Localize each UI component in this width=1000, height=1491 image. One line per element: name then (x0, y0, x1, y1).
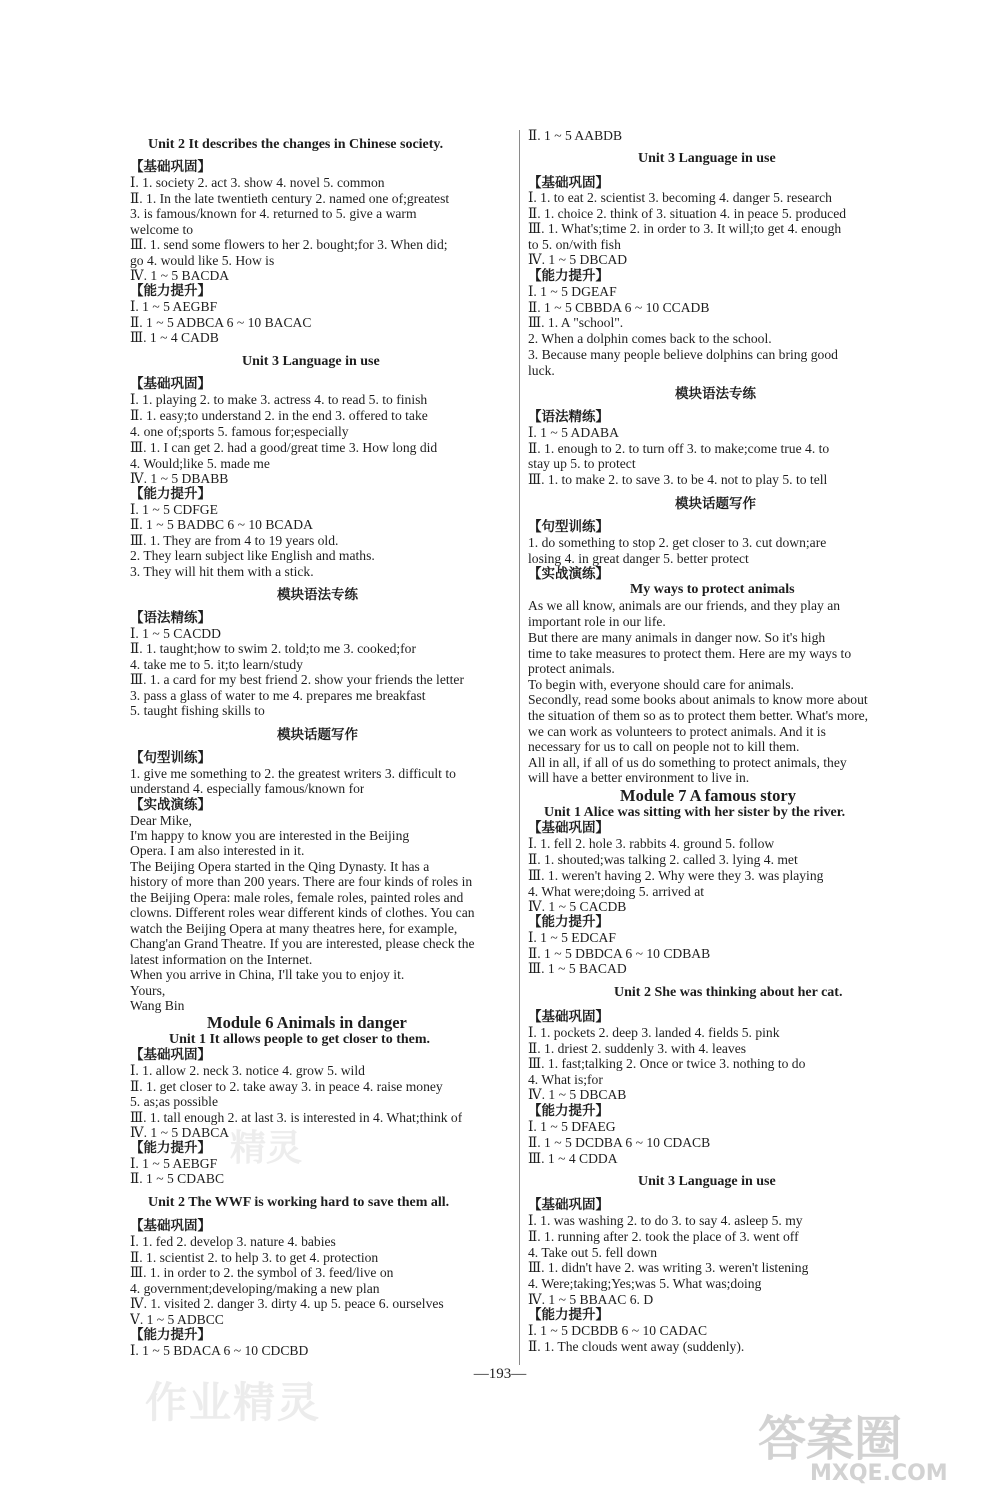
watermark-text: 作业精灵 (145, 1378, 322, 1427)
answer-line: Ⅳ. 1 ~ 5 DBCAB (528, 1087, 627, 1102)
answer-line: Ⅰ. 1 ~ 5 DCBDB 6 ~ 10 CADAC (528, 1323, 708, 1338)
answer-line: 4. What were;doing 5. arrived at (528, 884, 705, 899)
section-title: 模块语法专练 (277, 587, 358, 602)
answer-line: Ⅳ. 1 ~ 5 BACDA (130, 268, 230, 283)
watermark-text: 精灵 (230, 1128, 303, 1169)
essay-line: protect animals. (528, 661, 615, 676)
answer-line: Ⅲ. 1. to make 2. to save 3. to be 4. not to play 5. to tell (528, 472, 828, 487)
answer-line: Ⅲ. 1. What's;time 2. in order to 3. It will;to get 4. enough (528, 221, 842, 236)
essay-line: history of more than 200 years. There are four kinds of roles in (130, 874, 473, 889)
essay-line: To begin with, everyone should care for animals. (528, 677, 794, 692)
answer-line: 4. Were;taking;Yes;was 5. What was;doing (528, 1276, 762, 1291)
answer-line: Ⅰ. 1 ~ 5 DFAEG (528, 1119, 616, 1134)
essay-line: The Beijing Opera started in the Qing Dynasty. It has a (130, 859, 430, 874)
essay-line: clowns. Different roles wear different kinds of clothes. You can (130, 905, 475, 920)
section-label: 【基础巩固】 (528, 820, 609, 835)
essay-line: necessary for us to call on people not to kill them. (528, 739, 800, 754)
essay-line: Opera. I am also interested in it. (130, 843, 305, 858)
essay-line: important role in our life. (528, 614, 666, 629)
answer-line: Ⅳ. 1 ~ 5 DABCA (130, 1125, 230, 1140)
section-label: 【能力提升】 (528, 1103, 609, 1118)
answer-line: Ⅱ. 1 ~ 5 DCDBA 6 ~ 10 CDACB (528, 1135, 711, 1150)
section-label: 【语法精练】 (130, 610, 211, 625)
answer-line: 4. What is;for (528, 1072, 603, 1087)
answer-line: Ⅰ. 1. society 2. act 3. show 4. novel 5. common (130, 175, 385, 190)
section-label: 【实战演练】 (130, 797, 211, 812)
answer-line: 4. take me to 5. it;to learn/study (130, 657, 303, 672)
essay-line: But there are many animals in danger now. So it's high (528, 630, 826, 645)
section-label: 【基础巩固】 (528, 175, 609, 190)
answer-line: stay up 5. to protect (528, 456, 636, 471)
section-label: 【能力提升】 (130, 1140, 211, 1155)
answer-line: Ⅱ. 1. In the late twentieth century 2. named one of;greatest (130, 191, 450, 206)
answer-line: Ⅰ. 1 ~ 5 BDACA 6 ~ 10 CDCBD (130, 1343, 309, 1358)
section-label: 【能力提升】 (528, 1307, 609, 1322)
answer-line: Ⅰ. 1. was washing 2. to do 3. to say 4. asleep 5. my (528, 1213, 803, 1228)
section-title: 模块话题写作 (675, 496, 756, 511)
answer-line: Ⅱ. 1 ~ 5 BADBC 6 ~ 10 BCADA (130, 517, 313, 532)
answer-line: Ⅰ. 1 ~ 5 AEGBF (130, 299, 218, 314)
brand-logo-cn: 答案圈 (758, 1411, 903, 1467)
essay-line: watch the Beijing Opera at many theatres here, for example, (130, 921, 458, 936)
section-label: 【基础巩固】 (130, 1218, 211, 1233)
answer-line: Ⅰ. 1 ~ 5 EDCAF (528, 930, 616, 945)
section-label: 【能力提升】 (130, 486, 211, 501)
answer-line: Ⅲ. 1 ~ 4 CADB (130, 330, 219, 345)
section-label: 【句型训练】 (130, 750, 211, 765)
answer-line: Ⅰ. 1. to eat 2. scientist 3. becoming 4. danger 5. research (528, 190, 832, 205)
answer-line: 4. Take out 5. fell down (528, 1245, 658, 1260)
unit-heading: Unit 2 She was thinking about her cat. (614, 985, 843, 1000)
essay-line: Chang'an Grand Theatre. If you are interested, please check the (130, 936, 475, 951)
answer-line: Ⅲ. 1. a card for my best friend 2. show your friends the letter (130, 672, 464, 687)
answer-line: Ⅱ. 1. enough to 2. to turn off 3. to make;come true 4. to (528, 441, 830, 456)
answer-line: Ⅰ. 1 ~ 5 AEBGF (130, 1156, 218, 1171)
answer-line: 4. Would;like 5. made me (130, 456, 270, 471)
essay-line: will have a better environment to live in. (528, 770, 750, 785)
answer-line: 3. They will hit them with a stick. (130, 564, 314, 579)
answer-line: Ⅰ. 1 ~ 5 DGEAF (528, 284, 617, 299)
answer-line: 1. do something to stop 2. get closer to 3. cut down;are (528, 535, 827, 550)
unit-heading: Unit 3 Language in use (638, 1174, 776, 1189)
section-title: 模块语法专练 (675, 386, 756, 401)
answer-line: 5. as;as possible (130, 1094, 218, 1109)
answer-line: 3. Because many people believe dolphins can bring good (528, 347, 838, 362)
answer-line: Ⅳ. 1. visited 2. danger 3. dirty 4. up 5. peace 6. ourselves (130, 1296, 444, 1311)
column-divider (519, 130, 520, 1365)
answer-line: Ⅰ. 1. fed 2. develop 3. nature 4. babies (130, 1234, 336, 1249)
answer-line: Ⅰ. 1. allow 2. neck 3. notice 4. grow 5. wild (130, 1063, 365, 1078)
essay-line: latest information on the Internet. (130, 952, 313, 967)
answer-line: 2. They learn subject like English and maths. (130, 548, 375, 563)
answer-line: Ⅰ. 1 ~ 5 CDFGE (130, 502, 218, 517)
answer-line: Ⅱ. 1. easy;to understand 2. in the end 3. offered to take (130, 408, 428, 423)
answer-line: 5. taught fishing skills to (130, 703, 265, 718)
answer-line: Ⅱ. 1. scientist 2. to help 3. to get 4. protection (130, 1250, 379, 1265)
answer-line: Ⅲ. 1. fast;talking 2. Once or twice 3. nothing to do (528, 1056, 806, 1071)
answer-line: Ⅱ. 1. get closer to 2. take away 3. in peace 4. raise money (130, 1079, 443, 1094)
answer-line: Ⅱ. 1. The clouds went away (suddenly). (528, 1339, 745, 1354)
answer-line: Ⅲ. 1. weren't having 2. Why were they 3. was playing (528, 868, 824, 883)
essay-line: Secondly, read some books about animals to know more about (528, 692, 868, 707)
unit-heading: Unit 3 Language in use (638, 151, 776, 166)
section-label: 【能力提升】 (528, 268, 609, 283)
answer-line: Ⅱ. 1 ~ 5 DBDCA 6 ~ 10 CDBAB (528, 946, 711, 961)
answer-line: Ⅲ. 1. didn't have 2. was writing 3. weren't listening (528, 1260, 809, 1275)
section-label: 【基础巩固】 (528, 1009, 609, 1024)
essay-line: All in all, if all of us do something to protect animals, they (528, 755, 847, 770)
section-label: 【基础巩固】 (130, 159, 211, 174)
answer-line: Ⅱ. 1. running after 2. took the place of 3. went off (528, 1229, 799, 1244)
answer-line: Ⅱ. 1. taught;how to swim 2. told;to me 3. cooked;for (130, 641, 416, 656)
answer-line: luck. (528, 363, 555, 378)
section-label: 【基础巩固】 (528, 1197, 609, 1212)
answer-line: Ⅲ. 1. in order to 2. the symbol of 3. feed/live on (130, 1265, 394, 1280)
answer-line: to 5. on/with fish (528, 237, 621, 252)
answer-line: Ⅳ. 1 ~ 5 BBAAC 6. D (528, 1292, 654, 1307)
answer-line: Ⅱ. 1 ~ 5 CDABC (130, 1171, 225, 1186)
answer-line: Ⅱ. 1. driest 2. suddenly 3. with 4. leaves (528, 1041, 747, 1056)
essay-line: time to take measures to protect them. Here are my ways to (528, 646, 852, 661)
section-label: 【能力提升】 (130, 1327, 211, 1342)
answer-line: Ⅴ. 1 ~ 5 ADBCC (130, 1312, 224, 1327)
unit-heading: Unit 3 Language in use (242, 354, 380, 369)
answer-line: Ⅱ. 1. shouted;was talking 2. called 3. lying 4. met (528, 852, 798, 867)
module-title: Module 7 A famous story (620, 786, 797, 805)
answer-line: Ⅱ. 1 ~ 5 CBBDA 6 ~ 10 CCADB (528, 300, 710, 315)
answer-line: 1. give me something to 2. the greatest writers 3. difficult to (130, 766, 456, 781)
essay-line: the Beijing Opera: male roles, female roles, painted roles and (130, 890, 464, 905)
answer-line: Ⅲ. 1. They are from 4 to 19 years old. (130, 533, 339, 548)
answer-line: 3. pass a glass of water to me 4. prepares me breakfast (130, 688, 426, 703)
essay-line: I'm happy to know you are interested in the Beijing (130, 828, 410, 843)
answer-line: go 4. would like 5. How is (130, 253, 275, 268)
section-label: 【能力提升】 (528, 914, 609, 929)
answer-line: Ⅲ. 1. I can get 2. had a good/great time 3. How long did (130, 440, 438, 455)
essay-line: the situation of them so as to protect them better. What's more, (528, 708, 869, 723)
essay-title: My ways to protect animals (630, 582, 795, 597)
answer-line: Ⅱ. 1. choice 2. think of 3. situation 4. in peace 5. produced (528, 206, 847, 221)
section-label: 【句型训练】 (528, 519, 609, 534)
section-label: 【基础巩固】 (130, 1047, 211, 1062)
answer-line: Ⅱ. 1 ~ 5 ADBCA 6 ~ 10 BACAC (130, 315, 312, 330)
answer-line: Ⅰ. 1. fell 2. hole 3. rabbits 4. ground 5. follow (528, 836, 775, 851)
unit-heading: Unit 2 It describes the changes in Chinese society. (148, 137, 444, 152)
answer-line: understand 4. especially famous/known for (130, 781, 365, 796)
answer-line: 2. When a dolphin comes back to the school. (528, 331, 772, 346)
unit-heading: Unit 1 Alice was sitting with her sister by the river. (544, 805, 846, 820)
essay-line: we can work as volunteers to protect animals. And it is (528, 724, 826, 739)
section-label: 【语法精练】 (528, 409, 609, 424)
essay-line: When you arrive in China, I'll take you to enjoy it. (130, 967, 405, 982)
answer-line: Ⅰ. 1. pockets 2. deep 3. landed 4. fields 5. pink (528, 1025, 780, 1040)
section-label: 【基础巩固】 (130, 376, 211, 391)
answer-line: Ⅳ. 1 ~ 5 CACDB (528, 899, 627, 914)
essay-line: Wang Bin (130, 998, 185, 1013)
answer-line: Ⅳ. 1 ~ 5 DBCAD (528, 252, 628, 267)
answer-line: welcome to (130, 222, 194, 237)
answer-line: Ⅰ. 1 ~ 5 ADABA (528, 425, 619, 440)
section-title: 模块话题写作 (277, 727, 358, 742)
answer-line: Ⅲ. 1. tall enough 2. at last 3. is interested in 4. What;think of (130, 1110, 463, 1125)
answer-line: 4. government;developing/making a new plan (130, 1281, 380, 1296)
answer-line: Ⅲ. 1 ~ 5 BACAD (528, 961, 627, 976)
answer-line: Ⅲ. 1 ~ 4 CDDA (528, 1151, 618, 1166)
essay-line: Yours, (130, 983, 166, 998)
brand-logo-en: MXQE.COM (810, 1461, 948, 1486)
answer-line: Ⅰ. 1 ~ 5 CACDD (130, 626, 221, 641)
answer-line: Ⅲ. 1. send some flowers to her 2. bought;for 3. When did; (130, 237, 448, 252)
answer-line: losing 4. in great danger 5. better protect (528, 551, 749, 566)
unit-heading: Unit 2 The WWF is working hard to save them all. (148, 1195, 450, 1210)
unit-heading: Unit 1 It allows people to get closer to them. (169, 1032, 431, 1047)
essay-line: As we all know, animals are our friends, and they play an (528, 598, 841, 613)
essay-line: Dear Mike, (130, 813, 192, 828)
answer-line: 4. one of;sports 5. famous for;especially (130, 424, 349, 439)
brand-logo (758, 1412, 990, 1486)
page-number: —193— (473, 1366, 527, 1382)
answer-line: Ⅰ. 1. playing 2. to make 3. actress 4. to read 5. to finish (130, 392, 428, 407)
module-title: Module 6 Animals in danger (207, 1013, 407, 1032)
answer-line: Ⅱ. 1 ~ 5 AABDB (528, 128, 623, 143)
answer-line: Ⅳ. 1 ~ 5 DBABB (130, 471, 229, 486)
answer-line: 3. is famous/known for 4. returned to 5. give a warm (130, 206, 417, 221)
answer-line: Ⅲ. 1. A "school". (528, 315, 624, 330)
section-label: 【实战演练】 (528, 566, 609, 581)
section-label: 【能力提升】 (130, 283, 211, 298)
